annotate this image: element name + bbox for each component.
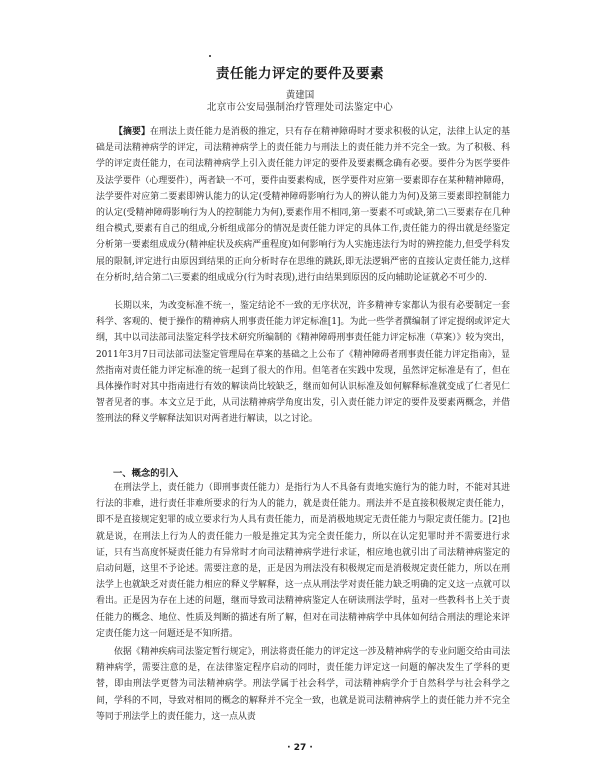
abstract-label: 【摘要】 xyxy=(114,127,151,137)
author-affiliation: 北京市公安局强制治疗管理处司法鉴定中心 xyxy=(206,102,394,113)
page-number: · 27 · xyxy=(287,743,313,753)
body-paragraph-1: 长期以来，为改变标准不统一，鉴定结论不一致的无序状况，许多精神专家都认为很有必要制定一套科学、客观的、便于操作的精神病人刑事责任能力评定标准[1]。为此一些学者撰编制了评定提纲或评定大纲，其中以司法部司法鉴定科学技术研究所编制的《精神障碍刑事责任能力评定标准（草案）》较为突出，2011年3月7日司法部司法鉴定管理局在草案的基础之上公布了《精神障碍者刑事责任能力评定指南》，显然指南对责任能力评定标准的统一起到了很大的作用。但笔者在实践中发现，虽然评定标准是有了，但在具体操作时对其中指南进行有效的解读尚比较缺乏，继而如何认识标准及如何解释标准就变成了仁者见仁智者见者的事。本文立足于此，从司法精神病学角度出发，引入责任能力评定的要件及要素两概念，并借签刑法的释义学解释法知识对两者进行解读，以之讨论。 xyxy=(96,301,510,425)
section-heading: 一、概念的引入 xyxy=(113,468,179,479)
body-paragraph-2: 在刑法学上，责任能力（即刑事责任能力）是指行为人不具备有责地实施行为的能力时，不能对其进行法的非难，进行责任非难所要求的行为人的能力，就是责任能力。刑法并不是直接积极规定责任能力，即不是直接规定犯罪的成立要求行为人具有责任能力，而是消极地规定无责任能力与限定责任能力。[2]也就是说，在刑法上行为人的责任能力一般是推定其为完全责任能力，所以在认定犯罪时并不需要进行求证，只有当高度怀疑责任能力有异常时才向司法精神病学进行求证，相应地也就引出了司法精神病鉴定的启动问题，这里不予论述。需要注意的是，正是因为刑法没有积极规定而是消极规定责任能力，所以在刑法学上也就缺乏对责任能力相应的释义学解释，这一点从刑法学对责任能力缺乏明确的定义这一点就可以看出。正是因为存在上述的问题，继而导致司法精神病鉴定人在研读刑法学时，虽对一些教科书上关于责任能力的概念、地位、性质及判断的描述有所了解，但对在司法精神病学中具体如何结合刑法的理论来评定责任能力这一问题还是不知所措。 xyxy=(96,483,510,639)
body-paragraph-3: 依据《精神疾病司法鉴定暂行规定》，刑法将责任能力的评定这一涉及精神病学的专业问题交给由司法精神病学，需要注意的是，在法律鉴定程序启动的同时，责任能力评定这一问题的解决发生了学科的更替，即由刑法学更替为司法精神病学。刑法学属于社会科学，司法精神病学介于自然科学与社会科学之间，学科的不同，导致对相同的概念的解释并不完全一致，也就是说司法精神病学上的责任能力并不完全等同于刑法学上的责任能力，这一点从责 xyxy=(96,647,510,722)
article-title: 责任能力评定的要件及要素 xyxy=(216,66,384,82)
abstract-text: 在刑法上责任能力是消极的推定，只有存在精神障碍时才要求积极的认定，法律上认定的基础是司法精神病学的评定，司法精神病学上的责任能力与刑法上的责任能力并不完全一致。为了积极、科学的评定责任能力，在司法精神病学上引入责任能力评定的要件及要素概念确有必要。要件分为医学要件及法学要件（心理要件），两者缺一不可，要件由要素构成，医学要件对应第一要素即存在某种精神障碍，法学要件对应第二要素即辨认能力的认定(受精神障碍影响行为人的辨认能力为何)及第三要素即控制能力的认定(受精神障碍影响行为人的控制能力为何),要素作用不相同,第一要素不可或缺,第二\三要素存在几种组合模式,要素有自己的组成,分析组成部分的情况是责任能力评定的具体工作,责任能力的得出就是经鉴定分析第一要素组成成分(精神症状及疾病严重程度)如何影响行为人实施违法行为时的辨控能力,但受学科发展的限制,评定进行由原因到结果的正向分析时存在思维的跳跃,即无法逻辑严密的直接认定责任能力,这样在分析时,结合第二\三要素的组成成分(行为时表现),进行由结果到原因的反向辅助论证就必不可少的. xyxy=(96,127,510,283)
abstract-paragraph xyxy=(96,124,510,286)
author-name: 黄建国 xyxy=(285,90,315,101)
scan-speck xyxy=(209,55,211,57)
